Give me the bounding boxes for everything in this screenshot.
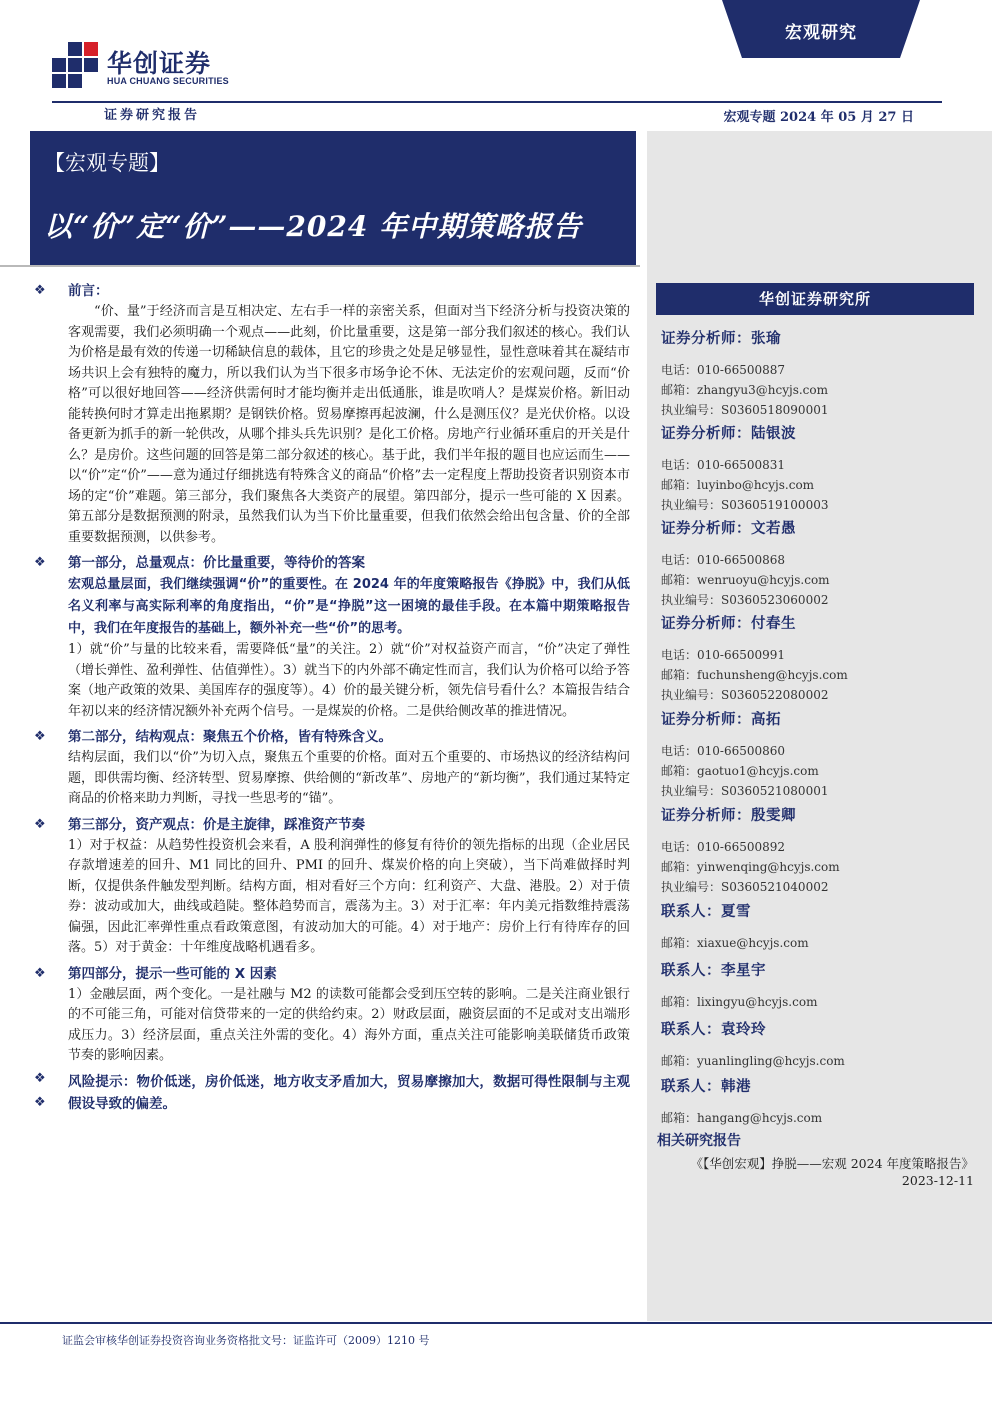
analyst-license: 执业编号：S0360522080002: [661, 688, 829, 702]
section-part4: [30, 963, 630, 1067]
analyst-name: 证券分析师：陆银波: [661, 425, 796, 442]
contact-name: 联系人：李星宇: [661, 962, 766, 979]
section-part3: [30, 814, 630, 959]
diamond-bullet-icon: ❖: [34, 283, 46, 298]
analyst-license: 执业编号：S0360523060002: [661, 593, 829, 607]
section-highlight: 宏观总量层面，我们继续强调“价”的重要性。在 2024 年的年度策略报告《挣脱》中，我们从低名义利率与高实际利率的角度指出，“价”是“挣脱”这一困境的最佳手段。在本篇中期策略报告中，我们在年度报告的基础上，额外补充一些“价”的思考。: [68, 577, 630, 636]
sidebar-institute-title: 华创证券研究所: [656, 283, 974, 315]
section-part2: [30, 726, 630, 810]
risk-warning: 风险提示：物价低迷，房价低迷，地方收支矛盾加大，贸易摩擦加大，数据可得性限制与主观假设导致的偏差。: [68, 1073, 630, 1112]
contact-name: 联系人：夏雪: [661, 903, 751, 920]
analyst-card: [661, 612, 961, 705]
analyst-email: 邮箱：luyinbo@hcyjs.com: [661, 478, 815, 492]
section-heading: 第四部分，提示一些可能的 X 因素: [68, 965, 277, 982]
diamond-bullet-icon: ❖: [34, 555, 46, 570]
analyst-license: 执业编号：S0360518090001: [661, 403, 829, 417]
analyst-email: 邮箱：gaotuo1@hcyjs.com: [661, 764, 819, 778]
company-logo: [52, 42, 242, 98]
logo-english-name: HUA CHUANG SECURITIES: [107, 76, 229, 86]
contact-email: 邮箱：xiaxue@hcyjs.com: [661, 936, 809, 950]
analyst-name: 证券分析师：高拓: [661, 711, 781, 728]
section-part1: [30, 552, 630, 722]
category-tag: [722, 0, 920, 58]
analyst-card: [661, 804, 961, 897]
contact-card: [661, 1018, 961, 1071]
banner-subtitle: 【宏观专题】: [44, 151, 170, 175]
diamond-bullet-icon: ❖: [34, 1070, 46, 1086]
banner-divider: [0, 265, 640, 267]
analyst-name: 证券分析师：付春生: [661, 615, 796, 632]
analyst-license: 执业编号：S0360521080001: [661, 784, 829, 798]
analyst-card: [661, 327, 961, 420]
footer-license-text: 证监会审核华创证券投资咨询业务资格批文号：证监许可（2009）1210 号: [62, 1334, 430, 1347]
analyst-phone: 电话：010-66500831: [661, 458, 786, 472]
contact-card: [661, 959, 961, 1012]
section-paragraph: 1）就“价”与量的比较来看，需要降低“量”的关注。2）就“价”对权益资产而言，“价”决定了弹性（增长弹性、盈利弹性、估值弹性）。3）就当下的内外部不确定性而言，我们认为价格可以给予答案（地产政策的效果、美国库存的强度等）。4）价的最关键分析，领先信号看什么？本篇报告结合年初以来的经济情况额外补充两个信号。一是煤炭的价格。二是供给侧改革的推进情况。: [68, 642, 630, 719]
contact-card: [661, 900, 961, 953]
contact-card: [661, 1075, 961, 1128]
diamond-bullet-icon: ❖: [34, 729, 46, 744]
diamond-bullet-icon: ❖: [34, 1094, 46, 1110]
section-paragraph: 1）对于权益：从趋势性投资机会来看，A 股利润弹性的修复有待价的领先指标的出现（企业居民存款增速差的回升、M1 同比的回升、PMI 的回升、煤炭价格的向上突破），当下尚难做择时判断，仅提供条件触发型判断。结构方面，相对看好三个方向：红利资产、大盘、港股。2）对于债券：波动或加大，曲线或趋陡。整体趋势而言，震荡为主。3）对于汇率：年内美元指数维持震荡偏强，因此汇率弹性重点看政策意图，有波动加大的可能。4）对于地产：房价上行有待库存的回落。5）对于黄金：十年维度战略机遇看多。: [68, 837, 630, 955]
related-report-name[interactable]: 《【华创宏观】挣脱——宏观 2024 年度策略报告》: [690, 1156, 974, 1171]
section-paragraph: “价、量”于经济而言是互相决定、左右手一样的亲密关系，但面对当下经济分析与投资决策的客观需要，我们必须明确一个观点——此刻，价比量重要，这是第一部分我们叙述的核心。我们认为价格是最有效的传递一切稀缺信息的载体，且它的珍贵之处是足够显性，显性意味着其在凝结市场共识上会有独特的魔力，所以我们认为当下很多市场争论不休、无法定价的宏观问题，反而“价格”可以很好地回答——经济供需何时才能均衡并走出低通胀，谁是吹哨人？是煤炭价格。新旧动能转换何时才算走出拖累期？是钢铁价格。贸易摩擦再起波澜，什么是测压仪？是光伏价格。以设备更新为抓手的新一轮供改，从哪个排头兵先识别？是化工价格。房地产行业循环重启的开关是什么？是房价。这些问题的回答是第二部分叙述的核心。基于此，我们半年报的题目也应运而生——以“价”定“价”——意为通过仔细挑选有特殊含义的商品“价格”去一定程度上帮助投资者识别资本市场的定“价”难题。第三部分，我们聚焦各大类资产的展望。第四部分，提示一些可能的 X 因素。第五部分是数据预测的附录，虽然我们认为当下价比量重要，但我们依然会给出包含量、价的全部重要数据预测，以供参考。: [68, 304, 630, 545]
section-paragraph: 结构层面，我们以“价”为切入点，聚焦五个重要的价格。面对五个重要的、市场热议的经济结构问题，即供需均衡、经济转型、贸易摩擦、供给侧的“新改革”、房地产的“新均衡”，我们通过某特定商品的价格来助力判断，寻找一些思考的“锚”。: [68, 750, 630, 806]
analyst-email: 邮箱：wenruoyu@hcyjs.com: [661, 573, 830, 587]
analyst-license: 执业编号：S0360521040002: [661, 880, 829, 894]
page-title: 以“价”定“价”——2024 年中期策略报告: [44, 210, 583, 243]
section-paragraph: 1）金融层面，两个变化。一是社融与 M2 的读数可能都会受到压空转的影响。二是关注商业银行的不可能三角，可能对信贷带来的一定的供给约束。2）财政层面，融资层面的不足或对支出端形成压力。3）经济层面，重点关注外需的变化。4）海外方面，重点关注可能影响美联储货币政策节奏的影响因素。: [68, 986, 630, 1063]
analyst-name: 证券分析师：张瑜: [661, 330, 781, 347]
related-report-item[interactable]: [657, 1155, 974, 1189]
analyst-card: [661, 422, 961, 515]
analyst-license: 执业编号：S0360519100003: [661, 498, 829, 512]
related-report-date: 2023-12-11: [901, 1173, 974, 1188]
analyst-phone: 电话：010-66500868: [661, 553, 786, 567]
title-banner: [30, 131, 636, 265]
section-heading: 前言：: [68, 283, 109, 299]
logo-chinese-name: 华创证券: [107, 49, 212, 78]
section-heading: 第一部分，总量观点：价比量重要，等待价的答案: [68, 555, 365, 571]
diamond-bullet-icon: ❖: [34, 816, 46, 832]
contact-name: 联系人：袁玲玲: [661, 1021, 766, 1038]
analyst-name: 证券分析师：文若愚: [661, 520, 796, 537]
footer-divider: [0, 1322, 992, 1324]
report-type-label: 证券研究报告: [104, 108, 201, 123]
analyst-phone: 电话：010-66500892: [661, 840, 786, 854]
analyst-email: 邮箱：yinwenqing@hcyjs.com: [661, 860, 840, 874]
section-heading: 第二部分，结构观点：聚焦五个价格，皆有特殊含义。: [68, 729, 392, 745]
analyst-name: 证券分析师：殷雯卿: [661, 807, 796, 824]
analyst-card: [661, 708, 961, 801]
logo-mark-icon: [52, 42, 100, 90]
analyst-phone: 电话：010-66500860: [661, 744, 786, 758]
analyst-phone: 电话：010-66500991: [661, 648, 786, 662]
main-content: [30, 280, 630, 1119]
section-heading: 第三部分，资产观点：价是主旋律，踩准资产节奏: [68, 816, 365, 833]
diamond-bullet-icon: ❖: [34, 965, 46, 981]
contact-email: 邮箱：yuanlingling@hcyjs.com: [661, 1054, 845, 1068]
section-preface: [30, 280, 630, 548]
analyst-email: 邮箱：fuchunsheng@hcyjs.com: [661, 668, 848, 682]
analyst-card: [661, 517, 961, 610]
header-divider: [52, 101, 942, 103]
contact-email: 邮箱：hangang@hcyjs.com: [661, 1111, 823, 1125]
section-risk: [30, 1071, 630, 1115]
category-tag-label: 宏观研究: [785, 23, 857, 43]
contact-email: 邮箱：lixingyu@hcyjs.com: [661, 995, 818, 1009]
analyst-phone: 电话：010-66500887: [661, 363, 786, 377]
report-date: 宏观专题 2024 年 05 月 27 日: [723, 110, 914, 125]
contact-name: 联系人：韩港: [661, 1078, 751, 1095]
analyst-email: 邮箱：zhangyu3@hcyjs.com: [661, 383, 829, 397]
related-reports-title: 相关研究报告: [657, 1133, 741, 1149]
